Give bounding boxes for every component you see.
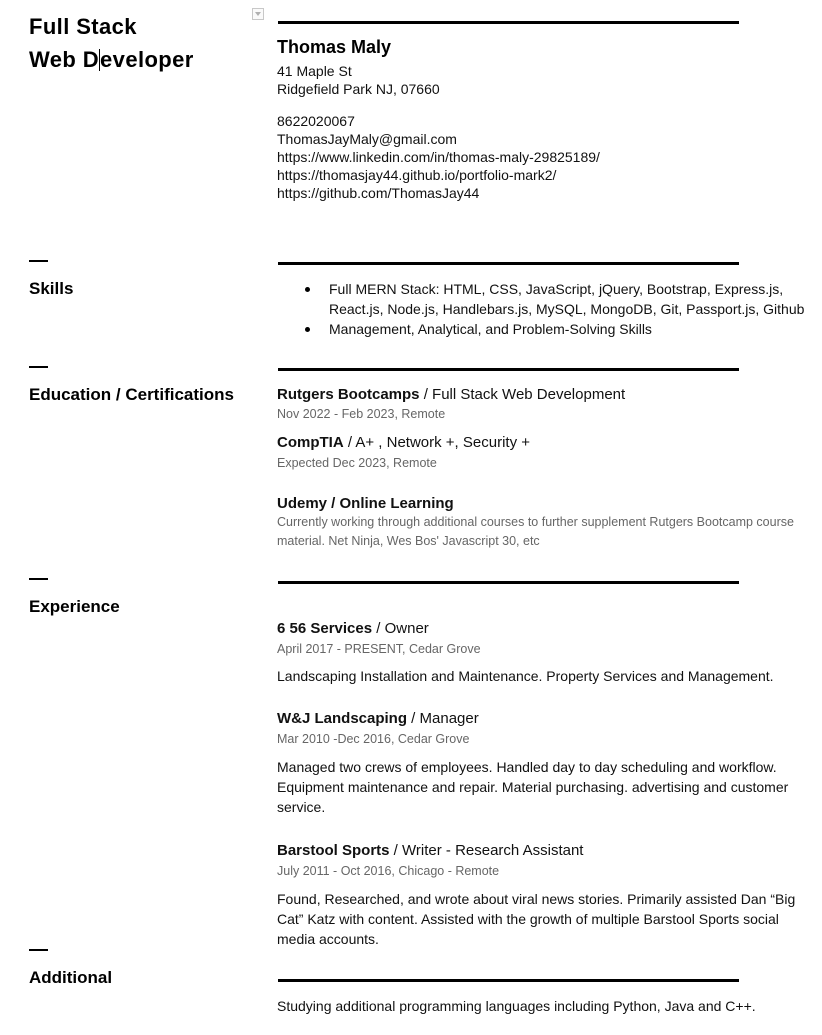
section-heading-education: Education / Certifications <box>29 385 234 404</box>
email-address: ThomasJayMaly@gmail.com <box>277 131 457 147</box>
section-divider <box>278 979 739 982</box>
person-name: Thomas Maly <box>277 37 392 57</box>
entry-role: / Full Stack Web Development <box>419 386 626 403</box>
github-url: https://github.com/ThomasJay44 <box>277 185 480 201</box>
entry-dates: April 2017 - PRESENT, Cedar Grove <box>277 642 481 656</box>
experience-entry-title <box>277 620 429 637</box>
entry-role: / Manager <box>407 710 479 727</box>
skills-list <box>305 279 822 339</box>
address-line: Ridgefield Park NJ, 07660 <box>277 81 440 97</box>
list-item: Management, Analytical, and Problem-Solving Skills <box>305 319 822 339</box>
phone-number: 8622020067 <box>277 113 355 129</box>
chevron-down-icon[interactable] <box>252 8 264 20</box>
education-entry-title <box>277 434 530 451</box>
portfolio-url: https://thomasjay44.github.io/portfolio-mark2/ <box>277 167 557 183</box>
page-title-line-2[interactable] <box>29 47 194 73</box>
section-divider <box>278 262 739 265</box>
section-divider <box>278 21 739 24</box>
organization-name: Udemy / Online Learning <box>277 495 454 512</box>
section-dash <box>29 949 48 951</box>
experience-entry-title <box>277 842 583 859</box>
entry-role: / Owner <box>372 620 429 637</box>
experience-entry-title <box>277 710 479 727</box>
entry-dates: Mar 2010 -Dec 2016, Cedar Grove <box>277 732 470 746</box>
entry-description: Found, Researched, and wrote about viral news stories. Primarily assisted Dan “Big Cat” Katz with content. Assisted with the growth of multiple Barstool Sports social media accounts. <box>277 891 796 947</box>
title-text-before-cursor: Web D <box>29 47 100 72</box>
address-line: 41 Maple St <box>277 63 352 79</box>
entry-description: Landscaping Installation and Maintenance. Property Services and Management. <box>277 668 774 684</box>
education-entry-title <box>277 386 625 403</box>
section-divider <box>278 581 739 584</box>
section-dash <box>29 578 48 580</box>
entry-role: / Writer - Research Assistant <box>389 842 584 859</box>
entry-dates: July 2011 - Oct 2016, Chicago - Remote <box>277 864 500 878</box>
section-heading-additional: Additional <box>29 968 113 987</box>
organization-name: Rutgers Bootcamps <box>277 386 420 403</box>
section-dash <box>29 366 48 368</box>
additional-text: Studying additional programming languages including Python, Java and C++. <box>277 998 756 1014</box>
organization-name: Barstool Sports <box>277 842 390 859</box>
linkedin-url: https://www.linkedin.com/in/thomas-maly-29825189/ <box>277 149 600 165</box>
entry-description: Managed two crews of employees. Handled day to day scheduling and workflow. Equipment maintenance and repair. Material purchasing. advertising and customer service. <box>277 759 789 815</box>
organization-name: 6 56 Services <box>277 620 373 637</box>
list-item: Full MERN Stack: HTML, CSS, JavaScript, jQuery, Bootstrap, Express.js, React.js, Node.js, Handlebars.js, MySQL, MongoDB, Git, Passport.js, Github <box>305 279 822 319</box>
section-heading-experience: Experience <box>29 597 120 616</box>
entry-dates: Nov 2022 - Feb 2023, Remote <box>277 407 446 421</box>
organization-name: W&J Landscaping <box>277 710 408 727</box>
entry-role: / A+ , Network +, Security + <box>343 434 530 451</box>
education-entry-title <box>277 495 454 512</box>
page-title-line-1[interactable]: Full Stack <box>29 14 137 39</box>
section-divider <box>278 368 739 371</box>
organization-name: CompTIA <box>277 434 344 451</box>
entry-dates: Expected Dec 2023, Remote <box>277 456 437 470</box>
section-dash <box>29 260 48 262</box>
title-text-after-cursor: eveloper <box>100 47 194 72</box>
entry-description: Currently working through additional courses to further supplement Rutgers Bootcamp course material. Net Ninja, Wes Bos' Javascript 30, etc <box>277 515 794 548</box>
section-heading-skills: Skills <box>29 279 74 298</box>
